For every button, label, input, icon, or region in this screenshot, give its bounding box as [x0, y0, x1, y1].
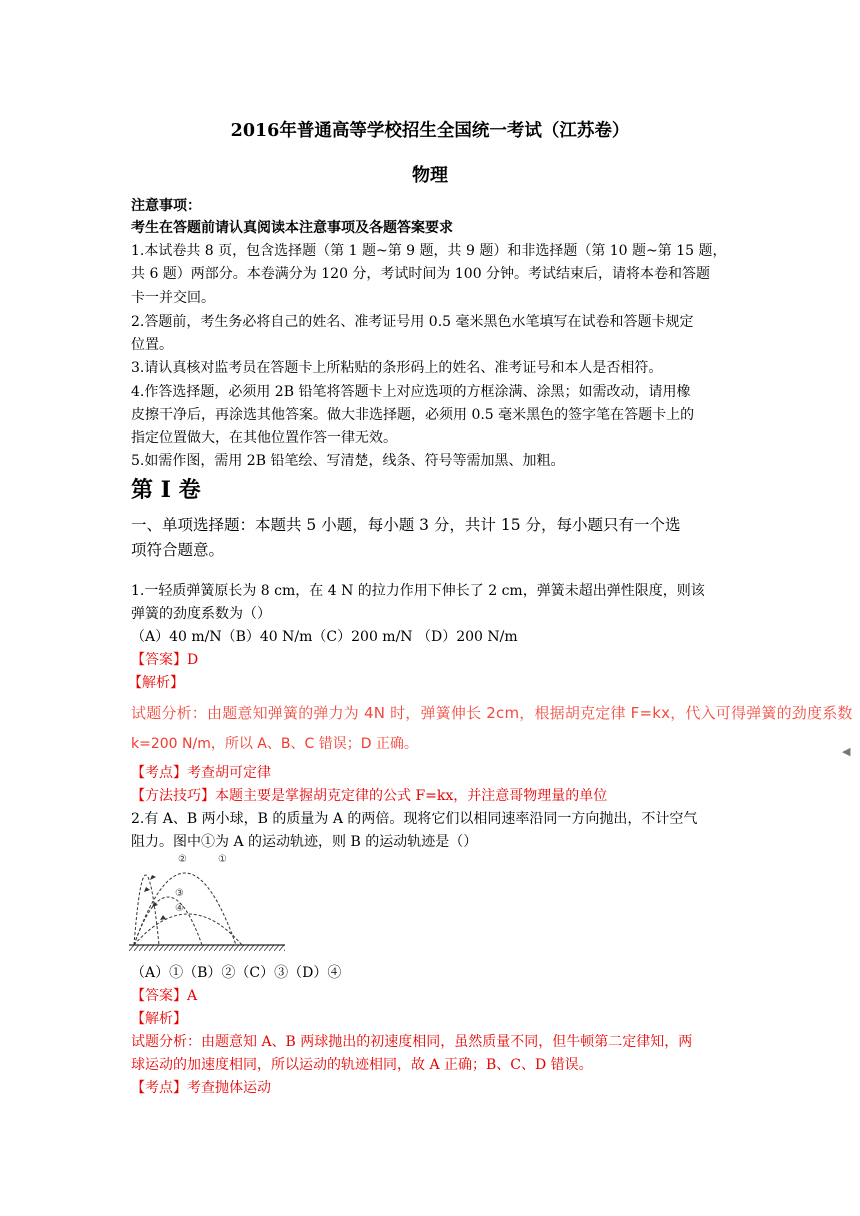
trajectory-3 — [134, 897, 202, 945]
notice-line: 位置。 — [131, 337, 173, 353]
q1-analysis-line: k=200 N/m，所以 A、B、C 错误；D 正确。 — [131, 736, 418, 752]
label-4: ④ — [175, 903, 184, 914]
q1-stem: 弹簧的劲度系数为（） — [131, 606, 271, 622]
subject-title: 物理 — [412, 165, 448, 186]
q2-analysis-line: 试题分析：由题意知 A、B 两球抛出的初速度相同，虽然质量不同，但牛顿第二定律知，两 — [131, 1034, 693, 1050]
q2-options: （A）①（B）②（C）③（D）④ — [131, 965, 342, 981]
section-intro: 项符合题意。 — [131, 541, 225, 559]
notice-heading: 注意事项： — [131, 198, 201, 214]
q2-stem: 2.有 A、B 两小球，B 的质量为 A 的两倍。现将它们以相同速率沿同一方向抛出，不计空气 — [131, 811, 698, 827]
q1-point: 【考点】考查胡可定律 — [131, 765, 271, 781]
q2-answer: 【答案】A — [131, 988, 198, 1004]
q1-analysis-label: 【解析】 — [128, 675, 184, 691]
notice-line: 共 6 题）两部分。本卷满分为 120 分，考试时间为 100 分钟。考试结束后，请将本卷和答题 — [131, 266, 711, 282]
section-title: 第 I 卷 — [131, 477, 201, 503]
notice-line: 4.作答选择题，必须用 2B 铅笔将答题卡上对应选项的方框涂满、涂黑；如需改动，请用橡 — [131, 384, 691, 400]
arrow-icon — [150, 875, 156, 880]
notice-line: 2.答题前，考生务必将自己的姓名、准考证号用 0.5 毫米黑色水笔填写在试卷和答题卡规定 — [131, 314, 694, 330]
notice-line: 卡一并交回。 — [131, 290, 215, 306]
side-marker-icon: ◀ — [842, 745, 851, 758]
notice-line: 指定位置做大，在其他位置作答一律无效。 — [131, 430, 397, 446]
q2-stem: 阻力。图中①为 A 的运动轨迹，则 B 的运动轨迹是（） — [131, 834, 478, 850]
arrow-icon — [152, 902, 158, 907]
q1-analysis-line: 试题分析：由题意知弹簧的弹力为 4N 时，弹簧伸长 2cm，根据胡克定律 F=kx，代入可得弹簧的劲度系数 — [131, 704, 853, 722]
section-intro: 一、单项选择题：本题共 5 小题，每小题 3 分，共计 15 分，每小题只有一个选 — [131, 516, 681, 534]
notice-line: 3.请认真核对监考员在答题卡上所粘贴的条形码上的姓名、准考证号和本人是否相符。 — [131, 360, 663, 376]
q1-options: （A）40 m/N（B）40 N/m（C）200 m/N （D）200 N/m — [131, 629, 518, 645]
q2-analysis-line: 球运动的加速度相同，所以运动的轨迹相同，故 A 正确；B、C、D 错误。 — [131, 1057, 593, 1073]
arrow-icon — [144, 887, 150, 892]
q1-stem: 1.一轻质弹簧原长为 8 cm，在 4 N 的拉力作用下伸长了 2 cm，弹簧未超出弹性限度，则该 — [131, 583, 705, 599]
q1-method: 【方法技巧】本题主要是掌握胡克定律的公式 F=kx，并注意哥物理量的单位 — [131, 788, 608, 804]
notice-subheading: 考生在答题前请认真阅读本注意事项及各题答案要求 — [131, 220, 453, 236]
label-1: ① — [218, 854, 227, 865]
notice-line: 皮擦干净后，再涂选其他答案。做大非选择题，必须用 0.5 毫米黑色的签字笔在答题卡上的 — [131, 407, 695, 423]
notice-line: 1.本试卷共 8 页，包含选择题（第 1 题~第 9 题，共 9 题）和非选择题（第 10 题~第 15 题， — [131, 243, 727, 259]
q2-point: 【考点】考查抛体运动 — [131, 1080, 271, 1096]
label-2: ② — [178, 854, 187, 865]
notice-line: 5.如需作图，需用 2B 铅笔绘、写清楚，线条、符号等需加黑、加粗。 — [131, 453, 565, 469]
exam-title: 2016年普通高等学校招生全国统一考试（江苏卷） — [230, 121, 630, 141]
label-3: ③ — [175, 888, 184, 899]
ground-hatch — [129, 945, 285, 951]
q2-analysis-label: 【解析】 — [131, 1011, 187, 1027]
q1-answer: 【答案】D — [131, 652, 199, 668]
trajectory-1 — [134, 873, 236, 945]
trajectory-figure — [129, 849, 287, 953]
